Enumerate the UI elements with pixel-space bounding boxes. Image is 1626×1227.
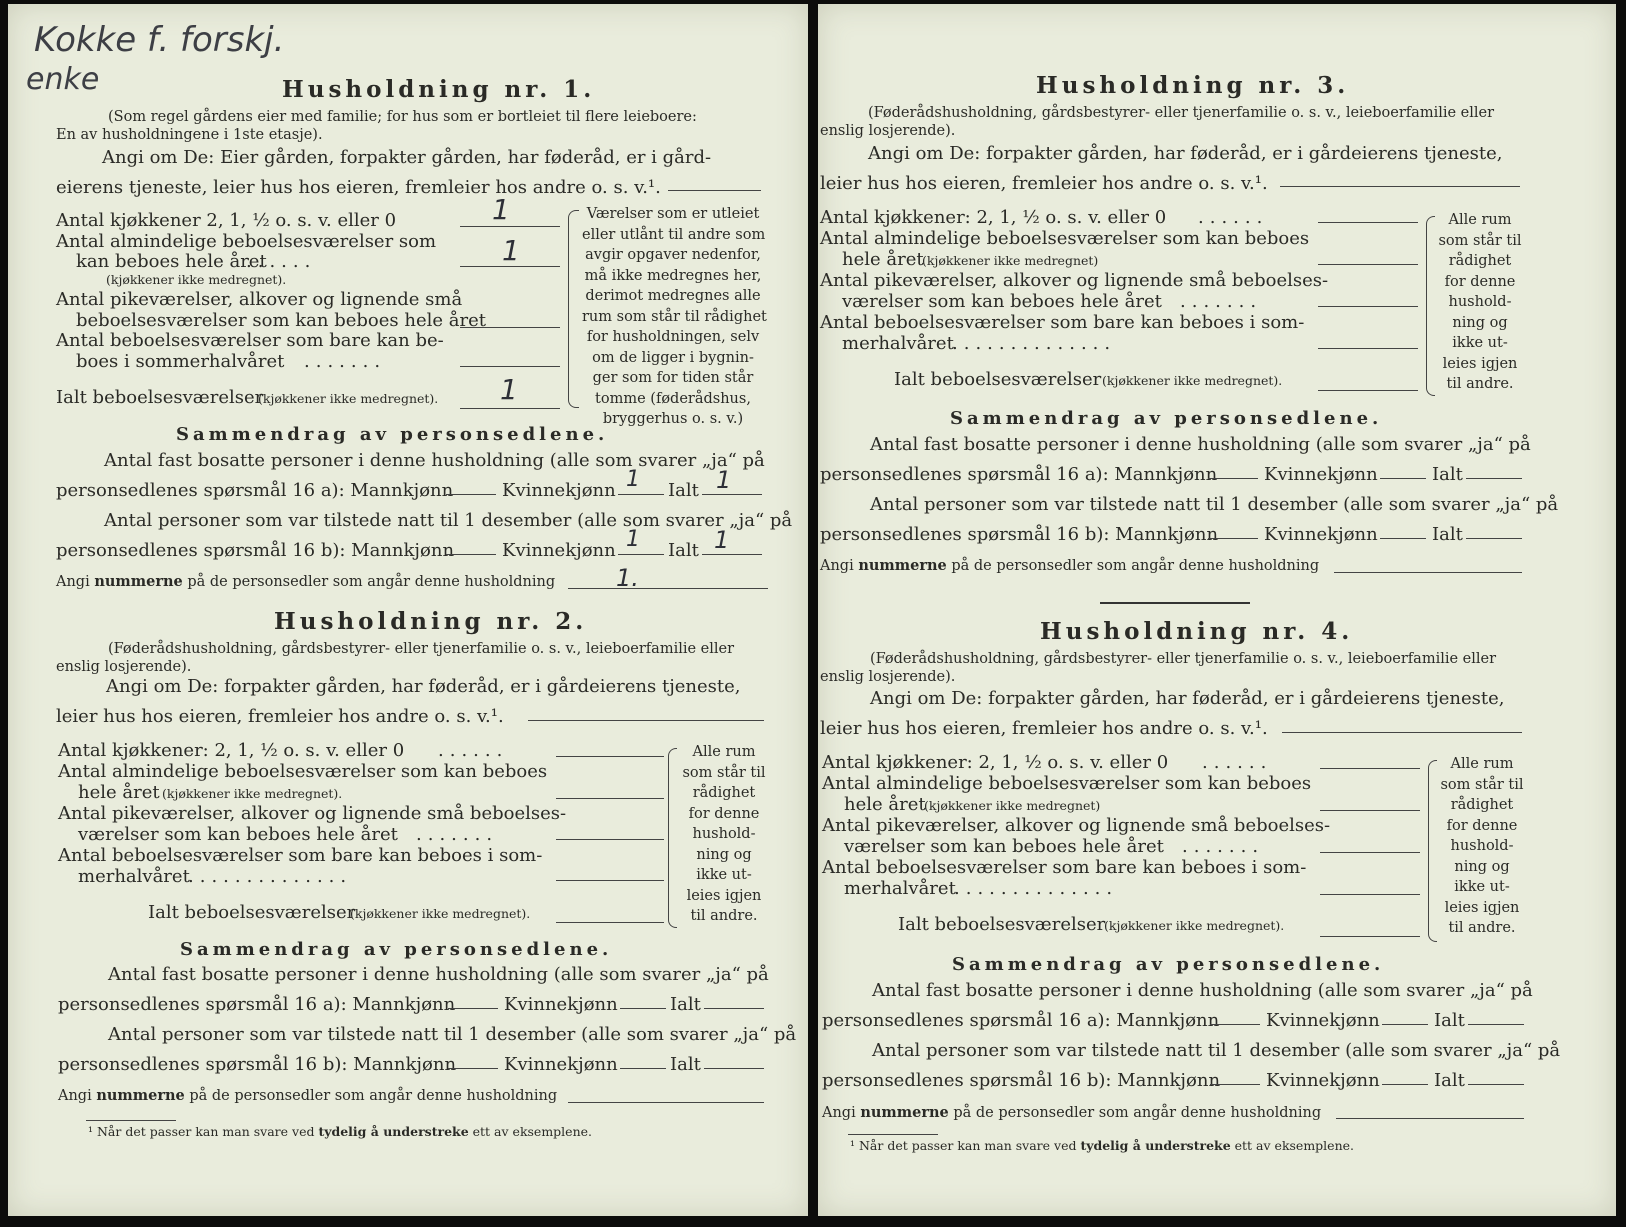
- hh4-summer-rooms-label-a: Antal beboelsesværelser som bare kan beboes i som-: [822, 857, 1307, 878]
- hh1-angi-answer-line: [668, 190, 761, 191]
- hh3-intro-line1: (Føderådshusholdning, gårdsbestyrer- eller tjenerfamilie o. s. v., leieboerfamilie eller: [868, 105, 1495, 121]
- hh2-kitchens-label: Antal kjøkkener: 2, 1, ½ o. s. v. eller 0: [58, 740, 405, 761]
- hh2-16b-kvinne: Kvinnekjønn: [504, 1054, 618, 1075]
- hh3-16b-label: personsedlenes spørsmål 16 b):: [820, 524, 1110, 545]
- hh2-maid-rooms-label-a: Antal pikeværelser, alkover og lignende små beboelses-: [58, 803, 567, 824]
- hh1-summary-heading: Sammendrag av personsedlene.: [176, 424, 609, 445]
- hh1-total-value: 1: [500, 373, 518, 406]
- hh2-summary-heading: Sammendrag av personsedlene.: [180, 939, 613, 960]
- hh3-rooms-label-a: Antal almindelige beboelsesværelser som kan beboes: [820, 228, 1310, 249]
- hh1-kitchens-label: Antal kjøkkener 2, 1, ½ o. s. v. eller 0: [56, 210, 397, 231]
- hh3-intro-line2: enslig losjerende).: [820, 123, 956, 139]
- hh1-intro-line1: (Som regel gårdens eier med familie; for hus som er bortleiet til flere leieboere:: [108, 109, 697, 125]
- hh1-16b-ialt: Ialt: [668, 540, 699, 561]
- footnote-right: ¹ Når det passer kan man svare ved tydelig å understreke ett av eksemplene.: [850, 1138, 1355, 1153]
- hh3-16a-kvinne: Kvinnekjønn: [1264, 464, 1378, 485]
- hh1-16a-ialt-value: 1: [716, 466, 732, 494]
- hh1-rooms-label-c: (kjøkkener ikke medregnet).: [106, 272, 287, 287]
- hh3-note: Alle rum som står til rådighet for denne hushold- ning og ikke ut- leies igjen til andre.: [1438, 212, 1522, 392]
- hh4-total-sub: (kjøkkener ikke medregnet).: [1104, 918, 1285, 933]
- hh1-total-line: [460, 408, 560, 409]
- hh2-intro-line2: enslig losjerende).: [56, 659, 192, 675]
- hh3-16b-mann: Mannkjønn: [1115, 524, 1219, 545]
- hh1-kitchens-value: 1: [492, 193, 510, 226]
- hh4-16a-kvinne: Kvinnekjønn: [1266, 1010, 1380, 1031]
- hh2-16b-line1: Antal personer som var tilstede natt til 1 desember (alle som svarer „ja“ på: [108, 1024, 797, 1045]
- hh1-angi-nummerne: nummerne: [94, 573, 183, 590]
- hh1-rooms-label-b: kan beboes hele året: [76, 251, 267, 272]
- hh3-16b-ialt: Ialt: [1432, 524, 1463, 545]
- hh2-total-label: Ialt beboelsesværelser: [148, 902, 356, 923]
- hh4-title: Husholdning nr. 4.: [1040, 618, 1354, 645]
- hh3-summer-rooms-label-b: merhalvåret: [842, 333, 954, 354]
- hh1-maid-rooms-line: [460, 327, 560, 328]
- hh1-nummer-line: [568, 588, 768, 589]
- hh1-16a-ialt: Ialt: [668, 480, 699, 501]
- hh2-summer-rooms-label-a: Antal beboelsesværelser som bare kan beboes i som-: [58, 845, 543, 866]
- hh1-16a-label: personsedlenes spørsmål 16 a):: [56, 480, 345, 501]
- hh3-summary-heading: Sammendrag av personsedlene.: [950, 408, 1383, 429]
- handwritten-note-line2: enke: [26, 62, 100, 97]
- hh2-16b-mann: Mannkjønn: [353, 1054, 457, 1075]
- hh3-16a-label: personsedlenes spørsmål 16 a):: [820, 464, 1109, 485]
- hh1-note: Værelser som er utleiet eller utlånt til andre som avgir opgaver nedenfor, må ikke medregnes her, derimot medregnes alle rum som står til rådighet for husholdningen, selv om de ligger i bygnin- ger som for tiden står tomme (føderådshus, bryggerhus o. s. v.): [582, 206, 767, 427]
- hh1-16b-label: personsedlenes spørsmål 16 b):: [56, 540, 346, 561]
- hh3-angi-nummerne-label: på de personsedler som angår denne husholdning: [951, 558, 1320, 574]
- hh3-summer-rooms-label-a: Antal beboelsesværelser som bare kan beboes i som-: [820, 312, 1305, 333]
- hh1-16a-line1: Antal fast bosatte personer i denne husholdning (alle som svarer „ja“ på: [104, 450, 765, 471]
- hh2-rooms-label-a: Antal almindelige beboelsesværelser som kan beboes: [58, 761, 548, 782]
- hh1-total-sub: (kjøkkener ikke medregnet).: [258, 391, 439, 406]
- hh3-angi-line2: leier hus hos eieren, fremleier hos andre o. s. v.¹.: [820, 173, 1268, 194]
- hh3-16b-kvinne: Kvinnekjønn: [1264, 524, 1378, 545]
- footnote-left: ¹ Når det passer kan man svare ved tydelig å understreke ett av eksemplene.: [88, 1124, 593, 1139]
- hh4-16a-line1: Antal fast bosatte personer i denne husholdning (alle som svarer „ja“ på: [872, 980, 1533, 1001]
- hh2-16b-ialt: Ialt: [670, 1054, 701, 1075]
- hh2-angi-nummerne: nummerne: [96, 1087, 185, 1104]
- hh4-16a-mann: Mannkjønn: [1116, 1010, 1220, 1031]
- hh2-rooms-label-b: hele året: [78, 782, 160, 803]
- hh4-angi-line2: leier hus hos eieren, fremleier hos andre o. s. v.¹.: [820, 718, 1268, 739]
- hh1-rooms-label-a: Antal almindelige beboelsesværelser som: [56, 231, 437, 252]
- hh1-16b-ialt-value: 1: [714, 526, 730, 554]
- hh4-summer-rooms-label-b: merhalvåret: [844, 878, 956, 899]
- handwritten-note-line1: Kokke f. forskj.: [34, 20, 285, 60]
- hh4-intro-line2: enslig losjerende).: [820, 669, 956, 685]
- hh4-angi-nummerne-label: på de personsedler som angår denne husholdning: [953, 1105, 1322, 1121]
- hh2-16a-ialt: Ialt: [670, 994, 701, 1015]
- hh2-angi-answer-line: [528, 720, 764, 721]
- hh4-angi-nummerne: nummerne: [860, 1104, 949, 1121]
- hh4-rooms-label-b: hele året: [844, 794, 926, 815]
- section-divider: [1100, 602, 1250, 604]
- hh3-rooms-label-b: hele året: [842, 249, 924, 270]
- hh4-summary-heading: Sammendrag av personsedlene.: [952, 954, 1385, 975]
- hh2-note: Alle rum som står til rådighet for denne hushold- ning og ikke ut- leies igjen til andre.: [682, 744, 766, 924]
- hh2-16a-kvinne: Kvinnekjønn: [504, 994, 618, 1015]
- hh3-maid-rooms-label-a: Antal pikeværelser, alkover og lignende små beboelses-: [820, 270, 1329, 291]
- hh4-16b-kvinne: Kvinnekjønn: [1266, 1070, 1380, 1091]
- hh4-note: Alle rum som står til rådighet for denne hushold- ning og ikke ut- leies igjen til andre.: [1440, 756, 1524, 936]
- right-page: Husholdning nr. 3. (Føderådshusholdning, gårdsbestyrer- eller tjenerfamilie o. s. v., leieboerfamilie eller enslig losjerende). Angi om De: forpakter gården, har føderåd, er i gårdeierens tjeneste, leier hus hos eieren, fremleier hos andre o. s. v.¹. Antal kjøkkener: 2, 1, ½ o. s. v. eller 0 ...... Antal almindelige beboelsesværelser som kan beboes hele året (kjøkkener ikke medregnet) Antal pikeværelser, alkover og lignende små beboelses- værelser som kan beboes hele året ....... Antal beboelsesværelser som bare kan beboes i som- merhalvåret .............. Ialt beboelsesværelser (kjøkkener ikke medregnet). Alle rum som står til rådighet for denne hushold- ning og ikke ut- leies igjen til andre. Sammendrag av personsedlene. Antal fast bosatte personer i denne husholdning (alle som svarer „ja“ på personsedlenes spørsmål 16 a): Mannkjønn Kvinnekjønn Ialt Antal personer som var tilstede natt til 1 desember (alle som svarer „ja“ på personsedlenes spørsmål 16 b): Mannkjønn Kvinnekjønn Ialt Angi nummerne på de personsedler som angår denne husholdning Husholdning nr. 4. (Føderådshusholdning, gårdsbestyrer- eller tjenerfamilie o. s. v., leieboerfamilie eller enslig losjerende). Angi om De: forpakter gården, har føderåd, er i gårdeierens tjeneste, leier hus hos eieren, fremleier hos andre o. s. v.¹. Antal kjøkkener: 2, 1, ½ o. s. v. eller 0 ...... Antal almindelige beboelsesværelser som kan beboes hele året (kjøkkener ikke medregnet) Antal pikeværelser, alkover og lignende små beboelses- værelser som kan beboes hele året ....... Antal beboelsesværelser som bare kan beboes i som- merhalvåret .............. Ialt beboelsesværelser (kjøkkener ikke medregnet). Alle rum som står til rådighet for denne hushold- ning og ikke ut- leies igjen til andre. Sammendrag av personsedlene. Antal fast bosatte personer i denne husholdning (alle som svarer „ja“ på personsedlenes spørsmål 16 a): Mannkjønn Kvinnekjønn Ialt Antal personer som var tilstede natt til 1 desember (alle som svarer „ja“ på personsedlenes spørsmål 16 b): Mannkjønn Kvinnekjønn Ialt Angi nummerne på de personsedler som angår denne husholdning ¹ Når det passer kan man svare ved tydelig å understreke ett av eksemplene.: [818, 4, 1616, 1216]
- hh4-angi-line1: Angi om De: forpakter gården, har føderåd, er i gårdeierens tjeneste,: [870, 688, 1505, 709]
- hh1-kitchens-line: [460, 226, 560, 227]
- left-page: Kokke f. forskj. enke Husholdning nr. 1. (Som regel gårdens eier med familie; for hus som er bortleiet til flere leieboere: En av husholdningene i 1ste etasje). Angi om De: Eier gården, forpakter gården, har føderåd, er i gård- eierens tjeneste, leier hus hos eieren, fremleier hos andre o. s. v.¹. Antal kjøkkener 2, 1, ½ o. s. v. eller 0 1 Antal almindelige beboelsesværelser som kan beboes hele året ...... 1 (kjøkkener ikke medregnet). Antal pikeværelser, alkover og lignende små beboelsesværelser som kan beboes hele året Antal beboelsesværelser som bare kan be- boes i sommerhalvåret ....... Ialt beboelsesværelser (kjøkkener ikke medregnet). 1 Værelser som er utleiet eller utlånt til andre som avgir opgaver nedenfor, må ikke medregnes her, derimot medregnes alle rum som står til rådighet for husholdningen, selv om de ligger i bygnin- ger som for tiden står tomme (føderådshus, bryggerhus o. s. v.) Sammendrag av personsedlene. Antal fast bosatte personer i denne husholdning (alle som svarer „ja“ på personsedlenes spørsmål 16 a): Mannkjønn Kvinnekjønn 1 Ialt 1 Antal personer som var tilstede natt til 1 desember (alle som svarer „ja“ på personsedlenes spørsmål 16 b): Mannkjønn Kvinnekjønn 1 Ialt 1 Angi nummerne på de personsedler som angår denne husholdning 1. Husholdning nr. 2. (Føderådshusholdning, gårdsbestyrer- eller tjenerfamilie o. s. v., leieboerfamilie eller enslig losjerende). Angi om De: forpakter gården, har føderåd, er i gårdeierens tjeneste, leier hus hos eieren, fremleier hos andre o. s. v.¹. Antal kjøkkener: 2, 1, ½ o. s. v. eller 0 ...... Antal almindelige beboelsesværelser som kan beboes hele året (kjøkkener ikke medregnet). Antal pikeværelser, alkover og lignende små beboelses- værelser som kan beboes hele året ....... Antal beboelsesværelser som bare kan beboes i som- merhalvåret .............. Ialt beboelsesværelser (kjøkkener ikke medregnet). Alle rum som står til rådighet for denne hushold- ning og ikke ut- leies igjen til andre. Sammendrag av personsedlene. Antal fast bosatte personer i denne husholdning (alle som svarer „ja“ på personsedlenes spørsmål 16 a): Mannkjønn Kvinnekjønn Ialt Antal personer som var tilstede natt til 1 desember (alle som svarer „ja“ på personsedlenes spørsmål 16 b): Mannkjønn Kvinnekjønn Ialt Angi nummerne på de personsedler som angår denne husholdning ¹ Når det passer kan man svare ved tydelig å understreke ett av eksemplene.: [8, 4, 808, 1216]
- hh4-16b-line1: Antal personer som var tilstede natt til 1 desember (alle som svarer „ja“ på: [872, 1040, 1561, 1061]
- hh4-maid-rooms-label-a: Antal pikeværelser, alkover og lignende små beboelses-: [822, 815, 1331, 836]
- hh4-16a-label: personsedlenes spørsmål 16 a):: [822, 1010, 1111, 1031]
- hh4-kitchens-label: Antal kjøkkener: 2, 1, ½ o. s. v. eller 0: [822, 752, 1169, 773]
- hh4-16b-ialt: Ialt: [1434, 1070, 1465, 1091]
- hh1-summer-rooms-label-b: boes i sommerhalvåret: [76, 351, 285, 372]
- hh4-rooms-sub: (kjøkkener ikke medregnet): [924, 798, 1101, 813]
- hh4-intro-line1: (Føderådshusholdning, gårdsbestyrer- eller tjenerfamilie o. s. v., leieboerfamilie eller: [870, 651, 1497, 667]
- hh3-angi-nummerne: nummerne: [858, 557, 947, 574]
- hh2-rooms-sub: (kjøkkener ikke medregnet).: [162, 786, 343, 801]
- hh2-angi-line1: Angi om De: forpakter gården, har føderåd, er i gårdeierens tjeneste,: [106, 676, 741, 697]
- hh1-rooms-value: 1: [502, 234, 520, 267]
- hh2-angi-line2: leier hus hos eieren, fremleier hos andre o. s. v.¹.: [56, 706, 504, 727]
- hh3-total-label: Ialt beboelsesværelser: [894, 369, 1102, 390]
- hh2-angi-nummerne-label: på de personsedler som angår denne husholdning: [189, 1088, 558, 1104]
- hh4-16b-mann: Mannkjønn: [1117, 1070, 1221, 1091]
- hh1-brace: [568, 210, 579, 408]
- hh2-16a-label: personsedlenes spørsmål 16 a):: [58, 994, 347, 1015]
- hh3-16a-mann: Mannkjønn: [1114, 464, 1218, 485]
- hh1-angi-line2: eierens tjeneste, leier hus hos eieren, fremleier hos andre o. s. v.¹.: [56, 177, 661, 198]
- hh2-16b-label: personsedlenes spørsmål 16 b):: [58, 1054, 348, 1075]
- hh1-summer-rooms-label-a: Antal beboelsesværelser som bare kan be-: [56, 330, 444, 351]
- hh1-angi-nummerne-label: på de personsedler som angår denne husholdning: [187, 574, 556, 590]
- hh3-16a-line1: Antal fast bosatte personer i denne husholdning (alle som svarer „ja“ på: [870, 434, 1531, 455]
- hh1-16a-mann: Mannkjønn: [350, 480, 454, 501]
- hh3-kitchens-label: Antal kjøkkener: 2, 1, ½ o. s. v. eller 0: [820, 207, 1167, 228]
- hh1-16a-kvinne: Kvinnekjønn: [502, 480, 616, 501]
- hh1-title: Husholdning nr. 1.: [282, 76, 596, 103]
- hh4-total-label: Ialt beboelsesværelser: [898, 914, 1106, 935]
- hh2-summer-rooms-label-b: merhalvåret: [78, 866, 190, 887]
- hh2-total-sub: (kjøkkener ikke medregnet).: [350, 906, 531, 921]
- hh1-16b-mann: Mannkjønn: [351, 540, 455, 561]
- hh3-angi-line1: Angi om De: forpakter gården, har føderåd, er i gårdeierens tjeneste,: [868, 143, 1503, 164]
- hh4-rooms-label-a: Antal almindelige beboelsesværelser som kan beboes: [822, 773, 1312, 794]
- hh1-intro-line2: En av husholdningene i 1ste etasje).: [56, 127, 323, 143]
- hh4-16b-label: personsedlenes spørsmål 16 b):: [822, 1070, 1112, 1091]
- hh2-title: Husholdning nr. 2.: [274, 608, 588, 635]
- hh1-angi-line1: Angi om De: Eier gården, forpakter gården, har føderåd, er i gård-: [102, 147, 712, 168]
- hh1-nummer-value: 1.: [616, 564, 639, 592]
- hh1-16b-kvinne-value: 1: [626, 527, 640, 552]
- hh3-16b-line1: Antal personer som var tilstede natt til 1 desember (alle som svarer „ja“ på: [870, 494, 1559, 515]
- hh2-maid-rooms-label-b: værelser som kan beboes hele året: [78, 824, 398, 845]
- hh1-summer-rooms-line: [460, 366, 560, 367]
- hh3-title: Husholdning nr. 3.: [1036, 72, 1350, 99]
- hh4-maid-rooms-label-b: værelser som kan beboes hele året: [844, 836, 1164, 857]
- hh2-intro-line1: (Føderådshusholdning, gårdsbestyrer- eller tjenerfamilie o. s. v., leieboerfamilie eller: [108, 641, 735, 657]
- hh4-16a-ialt: Ialt: [1434, 1010, 1465, 1031]
- hh1-16b-line1: Antal personer som var tilstede natt til 1 desember (alle som svarer „ja“ på: [104, 510, 793, 531]
- hh3-16a-ialt: Ialt: [1432, 464, 1463, 485]
- hh2-16a-line1: Antal fast bosatte personer i denne husholdning (alle som svarer „ja“ på: [108, 964, 769, 985]
- hh1-maid-rooms-label-a: Antal pikeværelser, alkover og lignende små: [56, 289, 463, 310]
- hh1-maid-rooms-label-b: beboelsesværelser som kan beboes hele året: [76, 310, 486, 331]
- hh2-16a-mann: Mannkjønn: [352, 994, 456, 1015]
- hh3-maid-rooms-label-b: værelser som kan beboes hele året: [842, 291, 1162, 312]
- hh1-16a-kvinne-value: 1: [626, 467, 640, 492]
- hh1-total-label: Ialt beboelsesværelser: [56, 387, 264, 408]
- hh3-rooms-sub: (kjøkkener ikke medregnet): [922, 253, 1099, 268]
- hh3-total-sub: (kjøkkener ikke medregnet).: [1102, 373, 1283, 388]
- hh1-16b-kvinne: Kvinnekjønn: [502, 540, 616, 561]
